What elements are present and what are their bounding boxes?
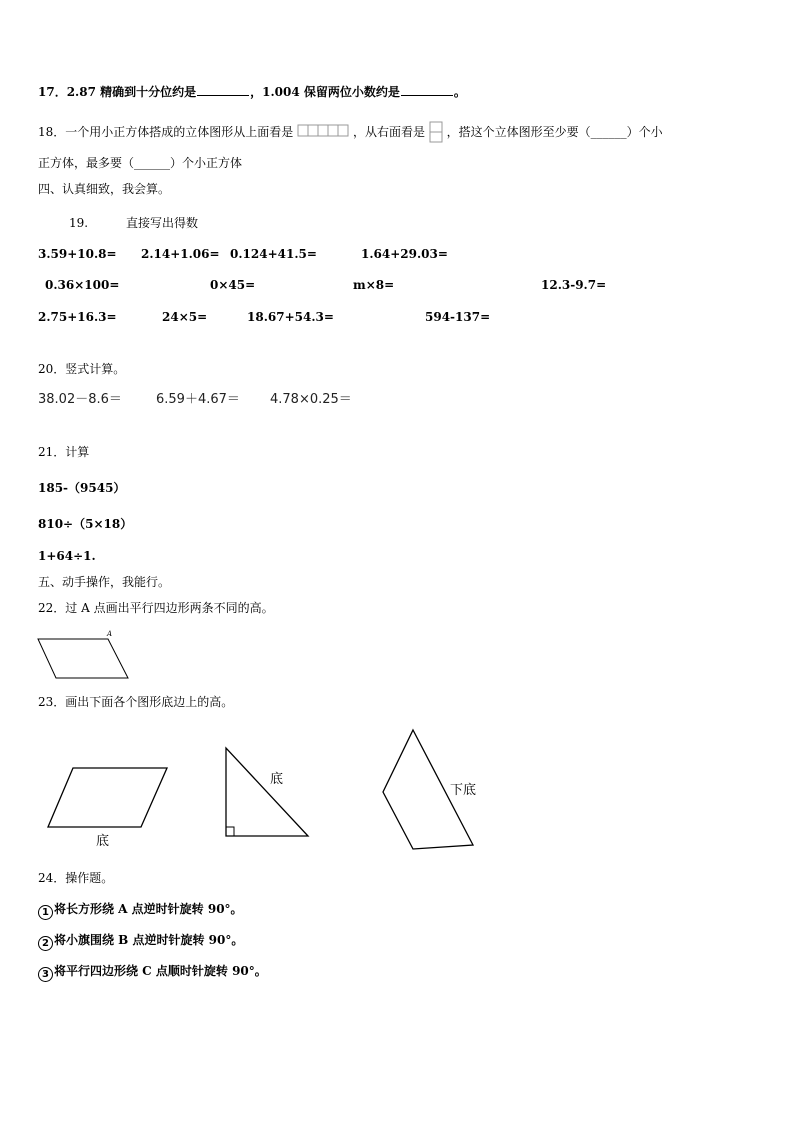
q17-number: 17． bbox=[38, 85, 67, 99]
q23-parallelogram-figure bbox=[46, 764, 176, 854]
q21-item-2: 810÷（5×18） bbox=[38, 517, 133, 531]
q23-trapezoid-base-label: 下底 bbox=[450, 783, 477, 798]
q17-blank-2[interactable] bbox=[401, 84, 453, 96]
q19-r2-c4: 12.3-9.7= bbox=[541, 278, 607, 292]
q19-r1-c4: 1.64+29.03= bbox=[361, 247, 448, 261]
q24-item-3 bbox=[38, 964, 267, 982]
q19-r2-c1: 0.36×100= bbox=[45, 278, 120, 292]
q17-text-1: 精确到十分位约是 bbox=[95, 85, 197, 99]
right-angle-mark bbox=[226, 827, 234, 836]
q18-text-a: 18．一个用小正方体搭成的立体图形从上面看是 bbox=[38, 125, 294, 139]
q20-item-1: 38.02－8.6＝ bbox=[38, 392, 122, 407]
right-view-figure bbox=[429, 121, 443, 143]
q22-parallelogram-figure bbox=[36, 628, 136, 678]
q21-item-1: 185-（9545） bbox=[38, 481, 126, 495]
q19-number: 19. bbox=[69, 216, 89, 230]
q17-value-2: 1.004 bbox=[262, 85, 300, 99]
q17-value-1: 2.87 bbox=[66, 85, 96, 99]
q19-r1-c3: 0.124+41.5= bbox=[230, 247, 317, 261]
q23-parallelogram bbox=[48, 768, 167, 827]
q24-item-2-text: 将小旗围绕 B 点逆时针旋转 90°。 bbox=[54, 933, 244, 947]
q23-parallelogram-base-label: 底 bbox=[96, 834, 110, 849]
q19-r3-c4: 594-137= bbox=[425, 310, 491, 324]
q20-item-3: 4.78×0.25＝ bbox=[270, 392, 352, 407]
q20-title: 20．竖式计算。 bbox=[38, 362, 126, 376]
q23-right-triangle bbox=[226, 748, 308, 836]
q23-triangle-figure bbox=[222, 746, 322, 841]
q23-triangle-base-label: 底 bbox=[270, 772, 284, 787]
q19-r3-c3: 18.67+54.3= bbox=[247, 310, 334, 324]
q18-text-b: ，从右面看是 bbox=[352, 125, 425, 139]
section-4-heading: 四、认真细致，我会算。 bbox=[38, 182, 171, 196]
q17-end: 。 bbox=[453, 85, 466, 99]
q19-r2-c2: 0×45= bbox=[210, 278, 256, 292]
q22-point-a-label: A bbox=[107, 630, 113, 638]
q24-item-2 bbox=[38, 933, 243, 951]
q18-text-c: ，搭这个立体图形至少要（______）个小 bbox=[446, 125, 663, 139]
q24-title: 24．操作题。 bbox=[38, 871, 114, 885]
circled-number-3: 3 bbox=[38, 967, 53, 982]
q19-r3-c2: 24×5= bbox=[162, 310, 208, 324]
q24-item-3-text: 将平行四边形绕 C 点顺时针旋转 90°。 bbox=[54, 964, 267, 978]
circled-number-1: 1 bbox=[38, 905, 53, 920]
q19-r1-c1: 3.59+10.8= bbox=[38, 247, 117, 261]
q17-line bbox=[38, 84, 466, 99]
q19-title: 直接写出得数 bbox=[126, 216, 199, 230]
q21-item-3: 1+64÷1. bbox=[38, 549, 96, 563]
q19-r3-c1: 2.75+16.3= bbox=[38, 310, 117, 324]
circled-number-2: 2 bbox=[38, 936, 53, 951]
q17-text-2: ， bbox=[250, 85, 263, 99]
q19-r2-c3: m×8= bbox=[353, 278, 395, 292]
q23-trapezoid-figure bbox=[380, 727, 490, 857]
q17-blank-1[interactable] bbox=[197, 84, 249, 96]
q19-r1-c2: 2.14+1.06= bbox=[141, 247, 220, 261]
q18-line-2: 正方体，最多要（______）个小正方体 bbox=[38, 156, 243, 170]
q17-text-3: 保留两位小数约是 bbox=[299, 85, 400, 99]
q20-item-2: 6.59＋4.67＝ bbox=[156, 392, 240, 407]
q22-parallelogram bbox=[38, 639, 128, 678]
q23-title: 23．画出下面各个图形底边上的高。 bbox=[38, 695, 234, 709]
q24-item-1 bbox=[38, 902, 243, 920]
q22-title: 22．过 A 点画出平行四边形两条不同的高。 bbox=[38, 601, 274, 615]
q21-title: 21．计算 bbox=[38, 445, 90, 459]
q24-item-1-text: 将长方形绕 A 点逆时针旋转 90°。 bbox=[54, 902, 243, 916]
q18-line-1 bbox=[38, 121, 663, 143]
top-view-figure bbox=[297, 123, 349, 139]
section-5-heading: 五、动手操作，我能行。 bbox=[38, 575, 171, 589]
